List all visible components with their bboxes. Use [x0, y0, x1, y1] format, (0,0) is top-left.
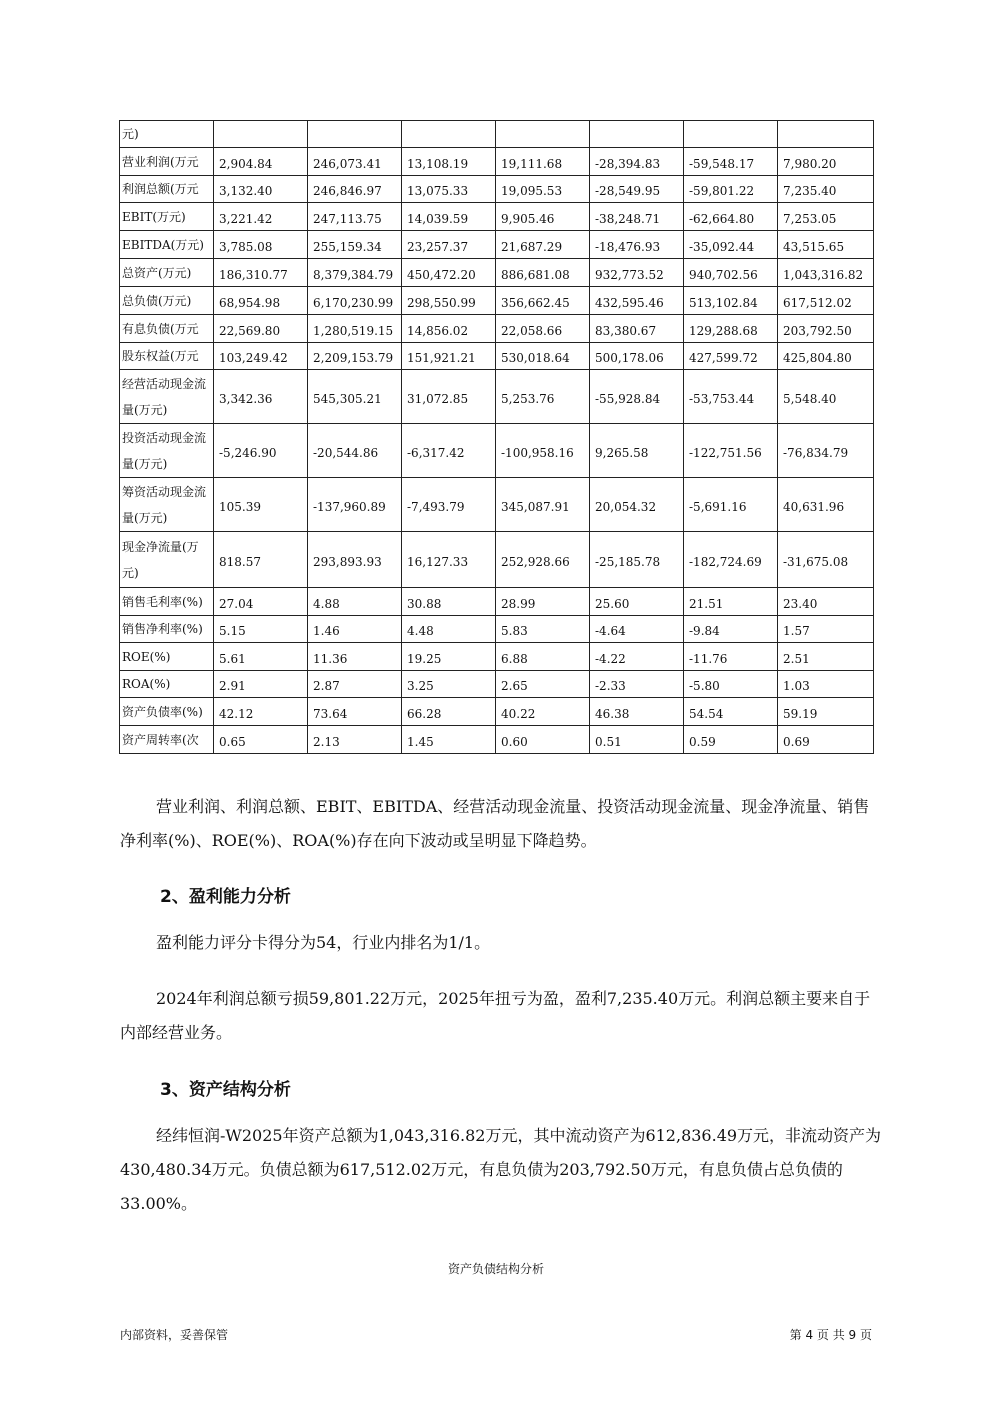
table-cell: 19,111.68: [496, 148, 590, 176]
table-cell: -4.22: [590, 643, 684, 671]
table-cell: -18,476.93: [590, 231, 684, 259]
table-cell: [402, 121, 496, 148]
table-cell: -35,092.44: [684, 231, 778, 259]
row-label: 销售毛利率(%): [120, 588, 214, 616]
table-cell: 4.48: [402, 616, 496, 643]
table-cell: 513,102.84: [684, 287, 778, 315]
table-cell: 27.04: [214, 588, 308, 616]
row-label: 投资活动现金流量(万元): [120, 424, 214, 478]
table-cell: 246,073.41: [308, 148, 402, 176]
financial-table: [119, 120, 874, 754]
table-cell: 54.54: [684, 698, 778, 726]
table-cell: 345,087.91: [496, 478, 590, 532]
table-cell: -7,493.79: [402, 478, 496, 532]
table-cell: 617,512.02: [778, 287, 874, 315]
table-cell: 103,249.42: [214, 343, 308, 370]
row-label: 总负债(万元): [120, 287, 214, 315]
table-cell: 427,599.72: [684, 343, 778, 370]
table-cell: -59,548.17: [684, 148, 778, 176]
table-cell: [496, 121, 590, 148]
table-row: [120, 588, 874, 616]
table-cell: 105.39: [214, 478, 308, 532]
table-row: [120, 231, 874, 259]
footer-page-number: 第 4 页 共 9 页: [789, 1328, 872, 1342]
table-cell: 545,305.21: [308, 370, 402, 424]
table-cell: 2.87: [308, 671, 402, 698]
table-cell: 23,257.37: [402, 231, 496, 259]
table-cell: 14,856.02: [402, 315, 496, 343]
table-cell: 0.59: [684, 726, 778, 754]
table-cell: 31,072.85: [402, 370, 496, 424]
table-cell: -100,958.16: [496, 424, 590, 478]
row-label: 经营活动现金流量(万元): [120, 370, 214, 424]
table-row: [120, 532, 874, 588]
table-cell: 2.13: [308, 726, 402, 754]
table-cell: [778, 121, 874, 148]
table-cell: 5,253.76: [496, 370, 590, 424]
row-label: 元): [120, 121, 214, 148]
table-cell: 5,548.40: [778, 370, 874, 424]
section-2-paragraph-2: 2024年利润总额亏损59,801.22万元，2025年扭亏为盈，盈利7,235.40万元。利润总额主要来自于内部经营业务。: [120, 989, 871, 1042]
section-3-paragraph: 经纬恒润-W2025年资产总额为1,043,316.82万元，其中流动资产为612,836.49万元，非流动资产为430,480.34万元。负债总额为617,512.02万元，有息负债为203,792.50万元，有息负债占总负债的33.00%。: [120, 1126, 882, 1213]
table-cell: 298,550.99: [402, 287, 496, 315]
row-label: 总资产(万元): [120, 259, 214, 287]
table-cell: 6,170,230.99: [308, 287, 402, 315]
table-cell: 30.88: [402, 588, 496, 616]
table-cell: 2.91: [214, 671, 308, 698]
table-cell: 20,054.32: [590, 478, 684, 532]
table-cell: 2.51: [778, 643, 874, 671]
table-cell: 203,792.50: [778, 315, 874, 343]
table-cell: 5.15: [214, 616, 308, 643]
table-cell: 500,178.06: [590, 343, 684, 370]
chart-caption: 资产负债结构分析: [447, 1262, 544, 1276]
table-cell: -2.33: [590, 671, 684, 698]
table-cell: 0.65: [214, 726, 308, 754]
row-label: 利润总额(万元: [120, 176, 214, 203]
table-cell: 450,472.20: [402, 259, 496, 287]
table-cell: 23.40: [778, 588, 874, 616]
table-cell: 3,221.42: [214, 203, 308, 231]
table-cell: 2,209,153.79: [308, 343, 402, 370]
table-cell: 40.22: [496, 698, 590, 726]
table-cell: 186,310.77: [214, 259, 308, 287]
table-row: [120, 176, 874, 203]
table-cell: -25,185.78: [590, 532, 684, 588]
table-cell: 3.25: [402, 671, 496, 698]
table-cell: -5,691.16: [684, 478, 778, 532]
table-cell: 21,687.29: [496, 231, 590, 259]
table-cell: 3,132.40: [214, 176, 308, 203]
table-cell: 19,095.53: [496, 176, 590, 203]
table-cell: -182,724.69: [684, 532, 778, 588]
table-cell: 356,662.45: [496, 287, 590, 315]
table-cell: 40,631.96: [778, 478, 874, 532]
table-cell: 1.46: [308, 616, 402, 643]
table-cell: 73.64: [308, 698, 402, 726]
table-row: [120, 315, 874, 343]
table-cell: -53,753.44: [684, 370, 778, 424]
table-cell: -76,834.79: [778, 424, 874, 478]
table-cell: 59.19: [778, 698, 874, 726]
table-cell: -38,248.71: [590, 203, 684, 231]
table-row: [120, 643, 874, 671]
table-cell: -55,928.84: [590, 370, 684, 424]
table-cell: 247,113.75: [308, 203, 402, 231]
table-cell: 6.88: [496, 643, 590, 671]
table-row: [120, 343, 874, 370]
table-row: [120, 478, 874, 532]
table-cell: 255,159.34: [308, 231, 402, 259]
table-row: [120, 616, 874, 643]
table-cell: 530,018.64: [496, 343, 590, 370]
table-cell: 246,846.97: [308, 176, 402, 203]
table-row: [120, 121, 874, 148]
table-cell: 16,127.33: [402, 532, 496, 588]
table-cell: 2.65: [496, 671, 590, 698]
table-cell: [684, 121, 778, 148]
table-cell: 22,058.66: [496, 315, 590, 343]
table-cell: 3,785.08: [214, 231, 308, 259]
table-cell: 425,804.80: [778, 343, 874, 370]
row-label: 资产负债率(%): [120, 698, 214, 726]
table-row: [120, 671, 874, 698]
table-cell: 886,681.08: [496, 259, 590, 287]
table-cell: -122,751.56: [684, 424, 778, 478]
row-label: ROA(%): [120, 671, 214, 698]
table-cell: -59,801.22: [684, 176, 778, 203]
row-label: 现金净流量(万元): [120, 532, 214, 588]
table-cell: 9,265.58: [590, 424, 684, 478]
table-cell: 293,893.93: [308, 532, 402, 588]
table-row: [120, 726, 874, 754]
table-cell: 432,595.46: [590, 287, 684, 315]
table-cell: -31,675.08: [778, 532, 874, 588]
table-cell: 28.99: [496, 588, 590, 616]
table-row: [120, 259, 874, 287]
row-label: EBITDA(万元): [120, 231, 214, 259]
table-cell: [590, 121, 684, 148]
table-cell: 8,379,384.79: [308, 259, 402, 287]
table-cell: 43,515.65: [778, 231, 874, 259]
table-cell: 1.45: [402, 726, 496, 754]
table-cell: 11.36: [308, 643, 402, 671]
table-row: [120, 424, 874, 478]
table-cell: 1,280,519.15: [308, 315, 402, 343]
table-cell: -9.84: [684, 616, 778, 643]
table-cell: 0.51: [590, 726, 684, 754]
table-cell: -4.64: [590, 616, 684, 643]
table-cell: 25.60: [590, 588, 684, 616]
table-cell: 129,288.68: [684, 315, 778, 343]
table-cell: 818.57: [214, 532, 308, 588]
row-label: 营业利润(万元: [120, 148, 214, 176]
table-cell: 14,039.59: [402, 203, 496, 231]
row-label: 资产周转率(次: [120, 726, 214, 754]
table-cell: 151,921.21: [402, 343, 496, 370]
table-cell: 4.88: [308, 588, 402, 616]
table-row: [120, 203, 874, 231]
row-label: EBIT(万元): [120, 203, 214, 231]
table-cell: -20,544.86: [308, 424, 402, 478]
table-cell: -5.80: [684, 671, 778, 698]
table-cell: 5.61: [214, 643, 308, 671]
table-cell: 0.60: [496, 726, 590, 754]
table-cell: 46.38: [590, 698, 684, 726]
section-2-title: 2、盈利能力分析: [160, 887, 291, 907]
row-label: 筹资活动现金流量(万元): [120, 478, 214, 532]
table-cell: -6,317.42: [402, 424, 496, 478]
table-cell: 9,905.46: [496, 203, 590, 231]
table-cell: 68,954.98: [214, 287, 308, 315]
table-cell: 3,342.36: [214, 370, 308, 424]
table-cell: 13,075.33: [402, 176, 496, 203]
table-cell: 0.69: [778, 726, 874, 754]
row-label: 股东权益(万元: [120, 343, 214, 370]
table-row: [120, 370, 874, 424]
table-cell: 1.57: [778, 616, 874, 643]
row-label: 有息负债(万元: [120, 315, 214, 343]
table-cell: 21.51: [684, 588, 778, 616]
table-cell: -11.76: [684, 643, 778, 671]
table-cell: -28,549.95: [590, 176, 684, 203]
table-row: [120, 148, 874, 176]
table-cell: 42.12: [214, 698, 308, 726]
table-row: [120, 287, 874, 315]
table-cell: 83,380.67: [590, 315, 684, 343]
table-cell: 7,253.05: [778, 203, 874, 231]
table-cell: 5.83: [496, 616, 590, 643]
table-cell: 252,928.66: [496, 532, 590, 588]
trend-paragraph: 营业利润、利润总额、EBIT、EBITDA、经营活动现金流量、投资活动现金流量、现金净流量、销售净利率(%)、ROE(%)、ROA(%)存在向下波动或呈明显下降趋势。: [120, 797, 870, 850]
table-cell: [214, 121, 308, 148]
table-cell: 7,235.40: [778, 176, 874, 203]
table-cell: 19.25: [402, 643, 496, 671]
table-cell: 1,043,316.82: [778, 259, 874, 287]
table-cell: -5,246.90: [214, 424, 308, 478]
table-cell: [308, 121, 402, 148]
table-cell: -28,394.83: [590, 148, 684, 176]
table-cell: 66.28: [402, 698, 496, 726]
table-row: [120, 698, 874, 726]
row-label: ROE(%): [120, 643, 214, 671]
table-cell: -137,960.89: [308, 478, 402, 532]
section-2-paragraph-1: 盈利能力评分卡得分为54，行业内排名为1/1。: [156, 933, 491, 952]
table-cell: 940,702.56: [684, 259, 778, 287]
table-cell: 932,773.52: [590, 259, 684, 287]
table-cell: 1.03: [778, 671, 874, 698]
table-cell: -62,664.80: [684, 203, 778, 231]
footer-confidential: 内部资料，妥善保管: [120, 1328, 229, 1342]
table-cell: 7,980.20: [778, 148, 874, 176]
row-label: 销售净利率(%): [120, 616, 214, 643]
table-cell: 2,904.84: [214, 148, 308, 176]
section-3-title: 3、资产结构分析: [160, 1080, 291, 1100]
table-cell: 22,569.80: [214, 315, 308, 343]
table-cell: 13,108.19: [402, 148, 496, 176]
